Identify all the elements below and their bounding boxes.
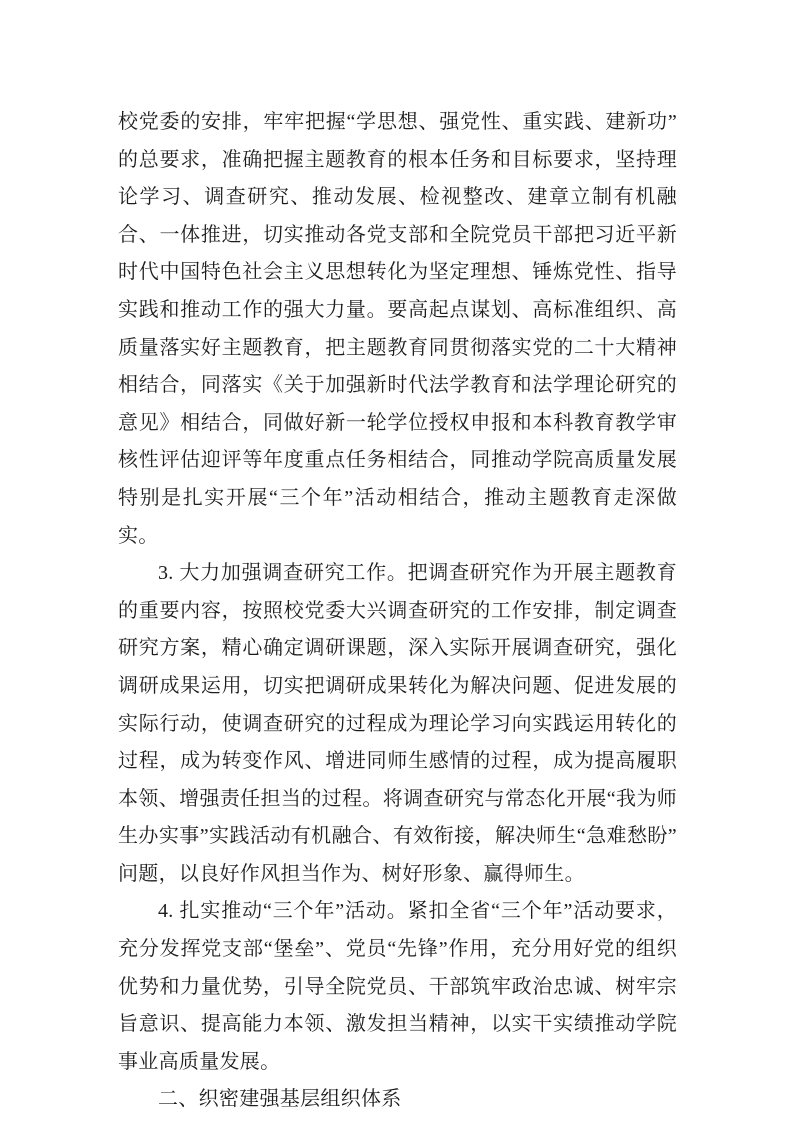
document-body: [118, 104, 677, 1119]
paragraph-continuation: 校党委的安排，牢牢把握“学思想、强党性、重实践、建新功”的总要求，准确把握主题教育的根本任务和目标要求，坚持理论学习、调查研究、推动发展、检视整改、建章立制有机融合、一体推进，切实推动各党支部和全院党员干部把习近平新时代中国特色社会主义思想转化为坚定理想、锤炼党性、指导实践和推动工作的强大力量。要高起点谋划、高标准组织、高质量落实好主题教育，把主题教育同贯彻落实党的二十大精神相结合，同落实《关于加强新时代法学教育和法学理论研究的意见》相结合，同做好新一轮学位授权申报和本科教育教学审核性评估迎评等年度重点任务相结合，同推动学院高质量发展特别是扎实开展“三个年”活动相结合，推动主题教育走深做实。: [118, 111, 677, 547]
paragraph-item-3: 3. 大力加强调查研究工作。把调查研究作为开展主题教育的重要内容，按照校党委大兴调查研究的工作安排，制定调查研究方案，精心确定调研课题，深入实际开展调查研究，强化调研成果运用，切实把调研成果转化为解决问题、促进发展的实际行动，使调查研究的过程成为理论学习向实践运用转化的过程，成为转变作风、增进同师生感情的过程，成为提高履职本领、增强责任担当的过程。将调查研究与常态化开展“我为师生办实事”实践活动有机融合、有效衔接，解决师生“急难愁盼”问题，以良好作风担当作为、树好形象、赢得师生。: [118, 562, 677, 885]
paragraph-item-4: 4. 扎实推动“三个年”活动。紧扣全省“三个年”活动要求，充分发挥党支部“堡垒”、党员“先锋”作用，充分用好党的组织优势和力量优势，引导全院党员、干部筑牢政治忠诚、树牢宗旨意识、提高能力本领、激发担当精神，以实干实绩推动学院事业高质量发展。: [118, 900, 677, 1073]
section-heading: 二、织密建强基层组织体系: [158, 1088, 402, 1111]
